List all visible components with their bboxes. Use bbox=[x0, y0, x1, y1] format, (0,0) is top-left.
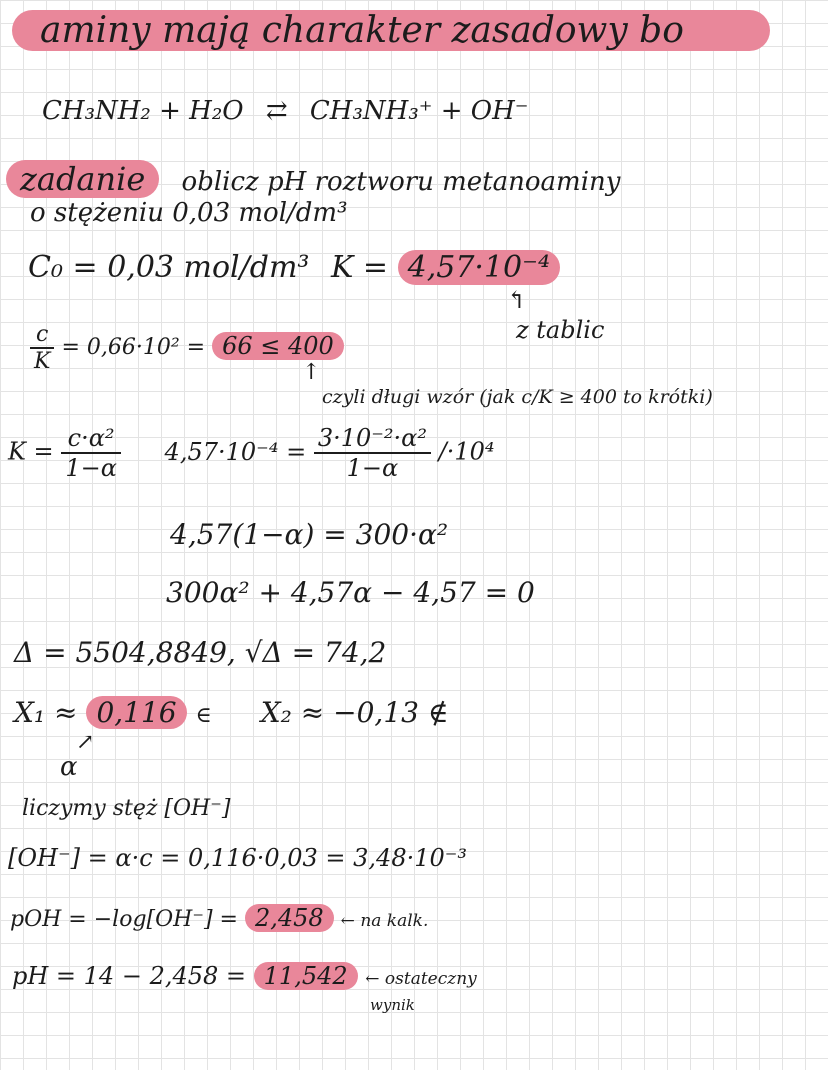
ratio-note: czyli długi wzór (jak c/K ≥ 400 to krótki) bbox=[322, 386, 713, 408]
task-text-1: oblicz pH roztworu metanoaminy bbox=[181, 167, 621, 197]
root-x2: X₂ ≈ −0,13 ∉ bbox=[260, 696, 449, 729]
ph-note-2: wynik bbox=[370, 996, 415, 1014]
oh-calc: [OH⁻] = α·c = 0,116·0,03 = 3,48·10⁻³ bbox=[8, 844, 468, 872]
roots-line bbox=[14, 696, 449, 729]
formula-sub-num: 3·10⁻²·α² bbox=[314, 424, 431, 454]
delta-line: Δ = 5504,8849, √Δ = 74,2 bbox=[14, 636, 387, 669]
reaction-right: CH₃NH₃⁺ + OH⁻ bbox=[309, 96, 529, 126]
task-text-2: o stężeniu 0,03 mol/dm³ bbox=[30, 198, 348, 228]
title-line bbox=[12, 10, 770, 51]
given-c0: C₀ = 0,03 mol/dm³ bbox=[28, 250, 310, 285]
ph-value: 11,542 bbox=[254, 962, 358, 990]
given-k-label: K = bbox=[330, 250, 389, 285]
formula-sub-fraction bbox=[314, 424, 431, 482]
formula-fraction bbox=[61, 424, 121, 482]
reaction-left: CH₃NH₂ + H₂O bbox=[42, 96, 244, 126]
given-k-value: 4,57·10⁻⁴ bbox=[398, 250, 560, 285]
formula-frac-num: c·α² bbox=[61, 424, 121, 454]
ratio-expr: = 0,66·10² = bbox=[61, 335, 206, 360]
poh-value: 2,458 bbox=[245, 904, 334, 932]
ratio-frac-num: c bbox=[30, 322, 54, 349]
oh-heading: liczymy stęż [OH⁻] bbox=[22, 796, 231, 821]
ratio-fraction bbox=[30, 322, 54, 374]
root-x1-value: 0,116 bbox=[86, 696, 186, 729]
task-label: zadanie bbox=[6, 160, 159, 198]
step-1: 4,57(1−α) = 300·α² bbox=[170, 518, 449, 551]
formula-line bbox=[8, 424, 495, 482]
poh-note: ← na kalk. bbox=[340, 911, 429, 931]
formula-frac-den: 1−α bbox=[65, 454, 117, 482]
ph-note-1: ← ostateczny bbox=[365, 969, 477, 989]
ph-expr: pH = 14 − 2,458 = bbox=[12, 962, 247, 990]
poh-line bbox=[10, 904, 428, 932]
reaction-arrow: ⇄ bbox=[265, 96, 288, 126]
ratio-frac-den: K bbox=[34, 349, 51, 374]
task-line bbox=[6, 160, 620, 198]
arrow-up-icon: ↰ bbox=[506, 286, 527, 314]
arrow-up-icon-3: ↗ bbox=[76, 730, 95, 755]
step-2: 300α² + 4,57α − 4,57 = 0 bbox=[166, 576, 535, 609]
reaction-line bbox=[42, 96, 529, 126]
root-x1-mark: ∈ bbox=[195, 703, 212, 728]
formula-sub-lhs: 4,57·10⁻⁴ = bbox=[164, 437, 307, 466]
given-line bbox=[28, 250, 560, 285]
task-line-2 bbox=[30, 198, 348, 228]
root-x1-label: X₁ ≈ bbox=[14, 696, 78, 729]
arrow-up-icon-2: ↑ bbox=[302, 360, 321, 385]
formula-lhs: K = bbox=[8, 437, 54, 466]
formula-multiplier: /·10⁴ bbox=[438, 437, 495, 466]
given-k-note: z tablic bbox=[516, 316, 605, 344]
ratio-result: 66 ≤ 400 bbox=[212, 332, 344, 360]
formula-sub-den: 1−α bbox=[346, 454, 399, 482]
root-alpha: α bbox=[60, 752, 78, 782]
title-highlight: aminy mają charakter zasadowy bo bbox=[12, 10, 770, 51]
ratio-line bbox=[30, 322, 344, 374]
poh-expr: pOH = −log[OH⁻] = bbox=[10, 907, 238, 932]
ph-line bbox=[12, 962, 477, 990]
